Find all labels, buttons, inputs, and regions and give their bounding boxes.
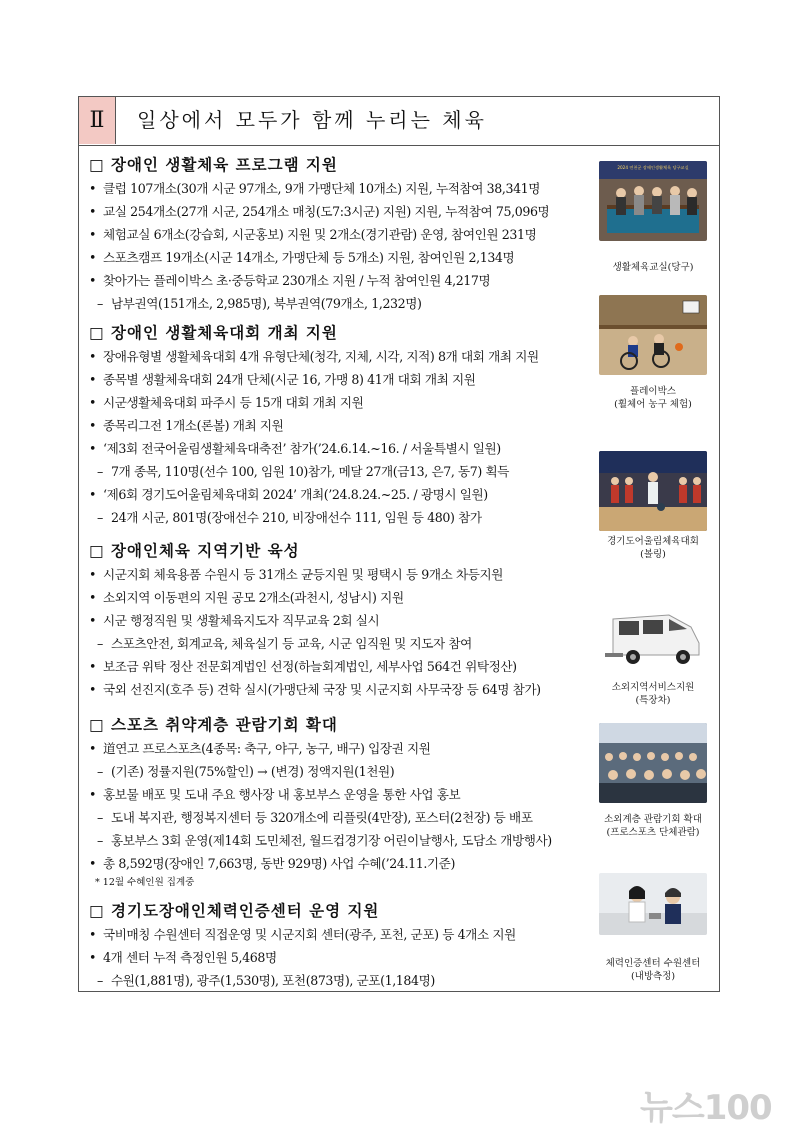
bullet-item <box>89 483 589 506</box>
bullet-item <box>89 223 589 246</box>
bullet-item <box>89 414 589 437</box>
bullet-marker: • <box>89 682 97 697</box>
sub-item <box>89 292 589 315</box>
item-text: 보조금 위탁 정산 전문회계법인 선정(하늘회계법인, 세부사업 564건 위탁정산) <box>103 659 517 674</box>
bullet-item <box>89 923 589 946</box>
bullet-marker: • <box>89 273 97 288</box>
document-frame <box>78 96 720 992</box>
sub-item <box>89 760 589 783</box>
item-text: 스포츠캠프 19개소(시군 14개소, 가맹단체 등 5개소) 지원, 참여인원 2,134명 <box>103 250 515 265</box>
bullet-item <box>89 609 589 632</box>
bullet-marker: • <box>89 567 97 582</box>
section-title: □ 장애인체육 지역기반 육성 <box>89 542 300 560</box>
bullet-marker: • <box>89 395 97 410</box>
section-3 <box>89 539 589 701</box>
bullet-item <box>89 177 589 200</box>
bullet-marker: • <box>89 181 97 196</box>
item-text: 7개 종목, 110명(선수 100, 임원 10)참가, 메달 27개(금13, 은7, 동7) 획득 <box>111 464 510 479</box>
sub-item <box>89 806 589 829</box>
photo-caption-fitness: 체력인증센터 수원센터 (내방측정) <box>605 958 701 982</box>
section-title: □ 장애인 생활체육 프로그램 지원 <box>89 156 338 174</box>
bullet-item <box>89 345 589 368</box>
dash-marker: – <box>97 510 103 525</box>
photo-caption-vehicle: 소외지역서비스지원 (특장차) <box>611 682 695 706</box>
bullet-marker: • <box>89 787 97 802</box>
sub-item <box>89 506 589 529</box>
bullet-item <box>89 946 589 969</box>
bullet-marker: • <box>89 250 97 265</box>
item-text: 체험교실 6개소(강습회, 시군홍보) 지원 및 2개소(경기관람) 운영, 참여인원 231명 <box>103 227 537 242</box>
item-text: 道연고 프로스포츠(4종목: 축구, 야구, 농구, 배구) 입장권 지원 <box>103 741 431 756</box>
dash-marker: – <box>97 764 103 779</box>
photo-caption-bowling: 경기도어울림체육대회 (볼링) <box>607 536 699 560</box>
sub-item <box>89 829 589 852</box>
bullet-marker: • <box>89 856 97 871</box>
bullet-marker: • <box>89 418 97 433</box>
item-text: 찾아가는 플레이박스 초·중등학교 230개소 지원 / 누적 참여인원 4,217명 <box>103 273 491 288</box>
roman-numeral-badge: Ⅱ <box>79 97 116 144</box>
bullet-marker: • <box>89 927 97 942</box>
bullet-item <box>89 678 589 701</box>
photo-caption-playbox: 플레이박스 (휠체어 농구 체험) <box>614 386 692 410</box>
photo-bowling <box>599 451 707 531</box>
item-text: 스포츠안전, 회계교육, 체육실기 등 교육, 시군 임직원 및 지도자 참여 <box>111 636 472 651</box>
footnote: * 12월 수혜인원 집계중 <box>95 877 195 888</box>
item-text: 클럽 107개소(30개 시군 97개소, 9개 가맹단체 10개소) 지원, 누적참여 38,341명 <box>103 181 541 196</box>
dash-marker: – <box>97 973 103 988</box>
bullet-item <box>89 852 589 875</box>
item-text: 도내 복지관, 행정복지센터 등 320개소에 리플릿(4만장), 포스터(2천장) 등 배포 <box>111 810 533 825</box>
photo-banner-text: 2024 연천군 장애인생활체육 당구교실 <box>617 165 689 170</box>
bullet-marker: • <box>89 950 97 965</box>
item-text: 홍보물 배포 및 도내 주요 행사장 내 홍보부스 운영을 통한 사업 홍보 <box>103 787 461 802</box>
bullet-marker: • <box>89 441 97 456</box>
section-title: □ 경기도장애인체력인증센터 운영 지원 <box>89 902 380 920</box>
section-title: □ 스포츠 취약계층 관람기회 확대 <box>89 716 338 734</box>
photo-caption-pro-sports: 소외계층 관람기회 확대 (프로스포츠 단체관람) <box>604 814 702 838</box>
sub-item <box>89 632 589 655</box>
page-title: 일상에서 모두가 함께 누리는 체육 <box>137 108 487 132</box>
section-5 <box>89 899 589 992</box>
item-text: 국비매칭 수원센터 직접운영 및 시군지회 센터(광주, 포천, 군포) 등 4개소 지원 <box>103 927 516 942</box>
bullet-item <box>89 368 589 391</box>
dash-marker: – <box>97 296 103 311</box>
sub-item <box>89 460 589 483</box>
item-text: 종목별 생활체육대회 24개 단체(시군 16, 가맹 8) 41개 대회 개최 지원 <box>103 372 476 387</box>
item-text: 시군지회 체육용품 수원시 등 31개소 균등지원 및 평택시 등 9개소 차등지원 <box>103 567 504 582</box>
bullet-item <box>89 783 589 806</box>
bullet-item <box>89 200 589 223</box>
item-text: 수원(1,881명), 광주(1,530명), 포천(873명), 군포(1,184명) <box>111 973 435 988</box>
item-text: (기존) 정률지원(75%할인) → (변경) 정액지원(1천원) <box>111 764 395 779</box>
bullet-item <box>89 391 589 414</box>
dash-marker: – <box>97 810 103 825</box>
item-text: 국외 선진지(호주 등) 견학 실시(가맹단체 국장 및 시군지회 사무국장 등 64명 참가) <box>103 682 541 697</box>
bullet-marker: • <box>89 590 97 605</box>
item-text: 24개 시군, 801명(장애선수 210, 비장애선수 111, 임원 등 480) 참가 <box>111 510 482 525</box>
sub-item <box>89 969 589 992</box>
bullet-marker: • <box>89 227 97 242</box>
item-text: 종목리그전 1개소(론볼) 개최 지원 <box>103 418 284 433</box>
dash-marker: – <box>97 636 103 651</box>
item-text: ‘제6회 경기도어울림체육대회 2024’ 개최(’24.8.24.~25. / 광명시 일원) <box>103 487 488 502</box>
bullet-item <box>89 563 589 586</box>
item-text: 교실 254개소(27개 시군, 254개소 매칭(도7:3시군) 지원) 지원, 누적참여 75,096명 <box>103 204 550 219</box>
item-text: 홍보부스 3회 운영(제14회 도민체전, 월드컵경기장 어린이날행사, 도담소 개방행사) <box>111 833 552 848</box>
item-text: 남부권역(151개소, 2,985명), 북부권역(79개소, 1,232명) <box>111 296 422 311</box>
section-4 <box>89 713 589 891</box>
dash-marker: – <box>97 464 103 479</box>
item-text: ‘제3회 전국어울림생활체육대축전’ 참가(’24.6.14.~16. / 서울특별시 일원) <box>103 441 501 456</box>
bullet-item <box>89 655 589 678</box>
bullet-item <box>89 246 589 269</box>
bullet-item <box>89 437 589 460</box>
bullet-item <box>89 269 589 292</box>
bullet-item <box>89 586 589 609</box>
item-text: 총 8,592명(장애인 7,663명, 동반 929명) 사업 수혜(’24.11.기준) <box>103 856 455 871</box>
photo-caption-billiards: 생활체육교실(당구) <box>612 262 694 273</box>
bullet-marker: • <box>89 613 97 628</box>
bullet-marker: • <box>89 659 97 674</box>
photo-special-vehicle <box>599 597 707 677</box>
section-header <box>79 97 719 146</box>
photo-wheelchair-basketball <box>599 295 707 375</box>
item-text: 시군생활체육대회 파주시 등 15개 대회 개최 지원 <box>103 395 364 410</box>
bullet-item <box>89 737 589 760</box>
photo-billiards-class <box>599 161 707 241</box>
item-text: 장애유형별 생활체육대회 4개 유형단체(청각, 지체, 시각, 지적) 8개 대회 개최 지원 <box>103 349 539 364</box>
section-2 <box>89 321 589 529</box>
watermark-logo: 뉴스100 <box>640 1088 772 1128</box>
bullet-marker: • <box>89 487 97 502</box>
bullet-marker: • <box>89 204 97 219</box>
photo-fitness-center <box>599 873 707 935</box>
item-text: 시군 행정직원 및 생활체육지도자 직무교육 2회 실시 <box>103 613 380 628</box>
item-text: 4개 센터 누적 측정인원 5,468명 <box>103 950 277 965</box>
section-title: □ 장애인 생활체육대회 개최 지원 <box>89 324 338 342</box>
bullet-marker: • <box>89 372 97 387</box>
item-text: 소외지역 이동편의 지원 공모 2개소(과천시, 성남시) 지원 <box>103 590 404 605</box>
section-1 <box>89 153 589 315</box>
photo-pro-sports-viewing <box>599 723 707 803</box>
bullet-marker: • <box>89 349 97 364</box>
bullet-marker: • <box>89 741 97 756</box>
dash-marker: – <box>97 833 103 848</box>
